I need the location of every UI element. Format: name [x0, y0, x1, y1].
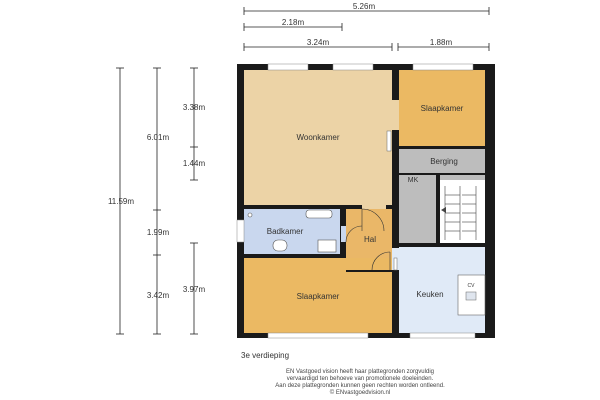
- label-cv: CV: [467, 283, 475, 289]
- disclaimer-line-3: Aan deze plattegronden kunnen geen rechten worden ontleend.: [275, 383, 445, 389]
- label-woonkamer: Woonkamer: [296, 133, 340, 142]
- label-berging: Berging: [430, 157, 458, 166]
- dim-top-partial: 2.18m: [281, 18, 305, 27]
- dim-left-b-bottom: 3.97m: [182, 285, 206, 294]
- dim-left-b-mid: 1.44m: [182, 159, 206, 168]
- label-mk: MK: [407, 177, 419, 184]
- dim-left-a-mid: 1.99m: [146, 228, 170, 237]
- label-slaapkamer-bottom: Slaapkamer: [296, 292, 340, 301]
- label-slaapkamer-top: Slaapkamer: [420, 104, 464, 113]
- disclaimer-line-1: EN Vastgoed vision heeft haar plattegronden zorgvuldig: [286, 369, 434, 375]
- dim-top-right: 1.88m: [429, 38, 453, 47]
- dim-top-total: 5.26m: [352, 2, 376, 11]
- label-keuken: Keuken: [416, 290, 444, 299]
- disclaimer-line-4: © ENvastgoedvision.nl: [329, 390, 391, 396]
- kitchen-counter: [458, 275, 485, 315]
- dim-left-a-bottom: 3.42m: [146, 291, 170, 300]
- stairwell: [440, 180, 485, 243]
- dim-left-a-top: 6.01m: [146, 133, 170, 142]
- label-hal: Hal: [363, 235, 377, 244]
- label-badkamer: Badkamer: [266, 227, 304, 236]
- floor-label: 3e verdieping: [241, 351, 290, 360]
- top-dimensions: [244, 7, 489, 51]
- dim-left-b-top: 3.38m: [182, 103, 206, 112]
- dim-left-outer: 11.59m: [107, 197, 135, 206]
- dim-top-left: 3.24m: [306, 38, 330, 47]
- disclaimer-line-2: vervaardigd ten behoeve van promotionele doeleinden.: [286, 376, 434, 382]
